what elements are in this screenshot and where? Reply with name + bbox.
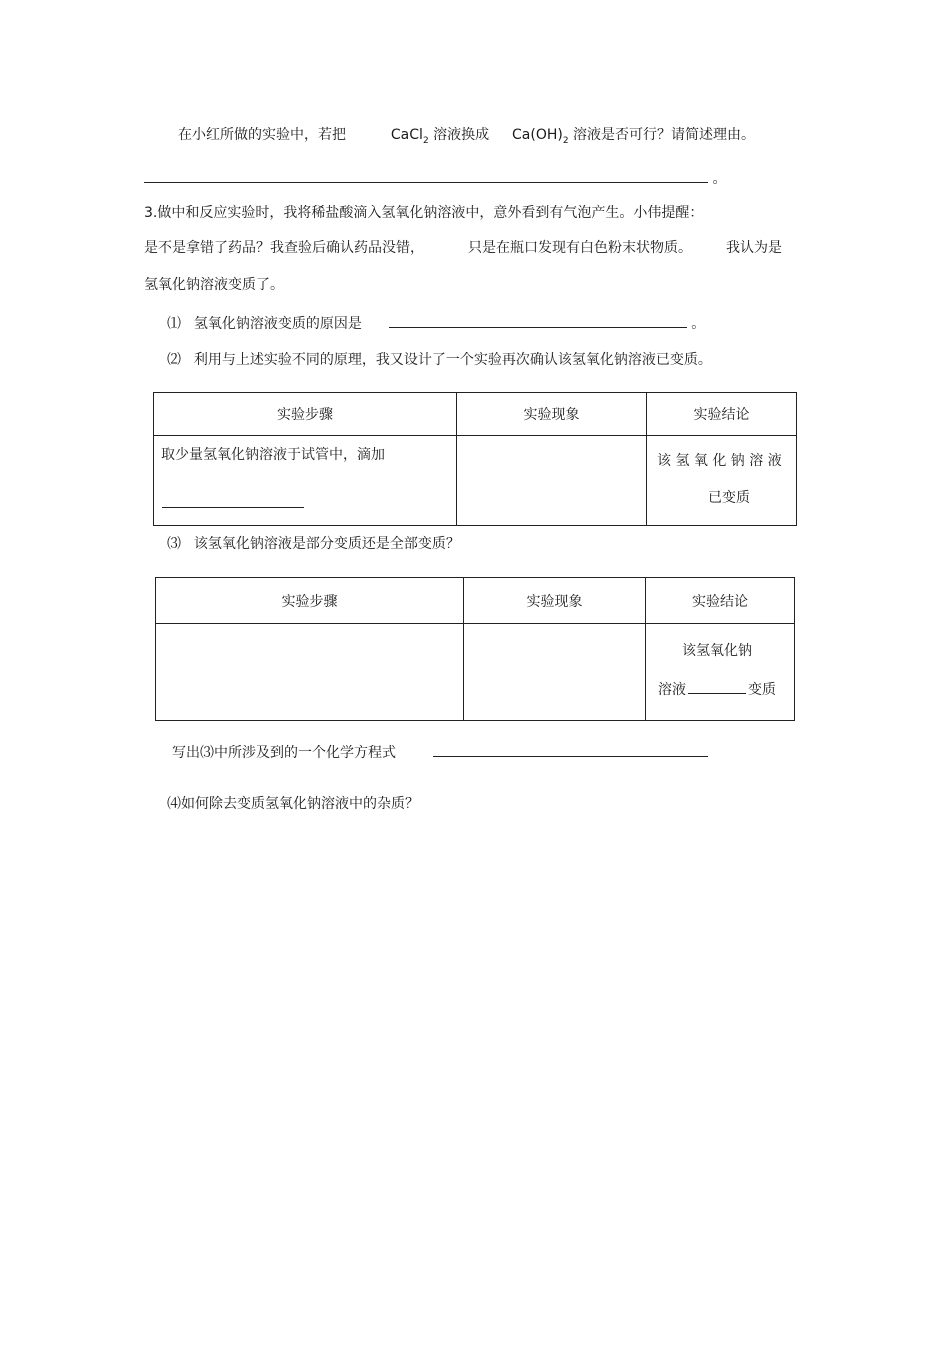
formula-caoh2: $Ca(OH)_2$ — [512, 127, 569, 146]
t2-step-cell[interactable] — [156, 624, 464, 721]
sub1-text: 氢氧化钠溶液变质的原因是 — [193, 316, 362, 332]
intro-part2: 溶液换成 — [433, 127, 490, 143]
sub2-text: 利用与上述实验不同的原理，我又设计了一个实验再次确认该氢氧化钠溶液已变质。 — [193, 352, 712, 368]
t1-conclusion-line2: 已变质 — [708, 490, 750, 506]
intro-part3: 溶液是否可行？请简述理由。 — [573, 127, 756, 143]
equation-question — [172, 742, 708, 763]
sub2-label: ⑵ — [167, 352, 181, 368]
t1-step-blank[interactable] — [162, 507, 304, 508]
equation-text: 写出⑶中所涉及到的一个化学方程式 — [172, 745, 396, 761]
intro-end-mark: 。 — [712, 171, 727, 187]
sub3-label: ⑶ — [167, 536, 181, 552]
q3-line2: 是不是拿错了药品？我查验后确认药品没错， 只是在瓶口发现有白色粉末状物质。 我认为是 — [144, 240, 782, 256]
t1-conclusion-line1: 该 氢 氧 化 钠 溶 液 — [657, 453, 782, 469]
t1-phenomenon-cell[interactable] — [457, 436, 647, 526]
t2-conclusion-cell — [646, 624, 795, 721]
t2-conclusion-blank[interactable] — [688, 679, 746, 694]
answer-line-intro[interactable] — [144, 168, 726, 189]
sub1-answer-blank[interactable] — [389, 313, 687, 328]
q3-sub3 — [167, 534, 460, 554]
sub3-text: 该氢氧化钠溶液是部分变质还是全部变质？ — [193, 536, 460, 552]
t2-header-step: 实验步骤 — [156, 578, 464, 624]
t2-header-phenomenon: 实验现象 — [464, 578, 646, 624]
t1-step-text: 取少量氢氧化钠溶液于试管中，滴加 — [161, 447, 385, 463]
intro-part1: 在小红所做的实验中，若把 — [178, 127, 346, 143]
intro-question — [178, 125, 755, 151]
q3-line1: 3.做中和反应实验时，我将稀盐酸滴入氢氧化钠溶液中，意外看到有气泡产生。小伟提醒： — [144, 205, 704, 221]
q3-sub4: ⑷如何除去变质氢氧化钠溶液中的杂质？ — [167, 796, 419, 812]
t1-conclusion-cell — [647, 436, 797, 526]
q3-sub1: ⑴ 氢氧化钠溶液变质的原因是 。 — [167, 313, 705, 334]
t2-conclusion-line2: 溶液 变质 — [658, 679, 776, 700]
t1-header-conclusion: 实验结论 — [647, 393, 797, 436]
equation-answer-blank[interactable] — [433, 742, 708, 757]
t2-header-conclusion: 实验结论 — [646, 578, 795, 624]
t1-header-phenomenon: 实验现象 — [457, 393, 647, 436]
q3-sub2 — [167, 350, 712, 370]
q3-line3: 氢氧化钠溶液变质了。 — [144, 277, 284, 293]
experiment-table-2 — [155, 577, 795, 721]
t1-step-cell — [154, 436, 457, 526]
t2-phenomenon-cell[interactable] — [464, 624, 646, 721]
formula-cacl2: CaCl$_2$ — [390, 127, 429, 146]
sub1-label: ⑴ — [167, 316, 181, 332]
t2-conclusion-line1: 该氢氧化钠 — [682, 643, 752, 659]
experiment-table-1 — [153, 392, 797, 526]
t1-header-step: 实验步骤 — [154, 393, 457, 436]
